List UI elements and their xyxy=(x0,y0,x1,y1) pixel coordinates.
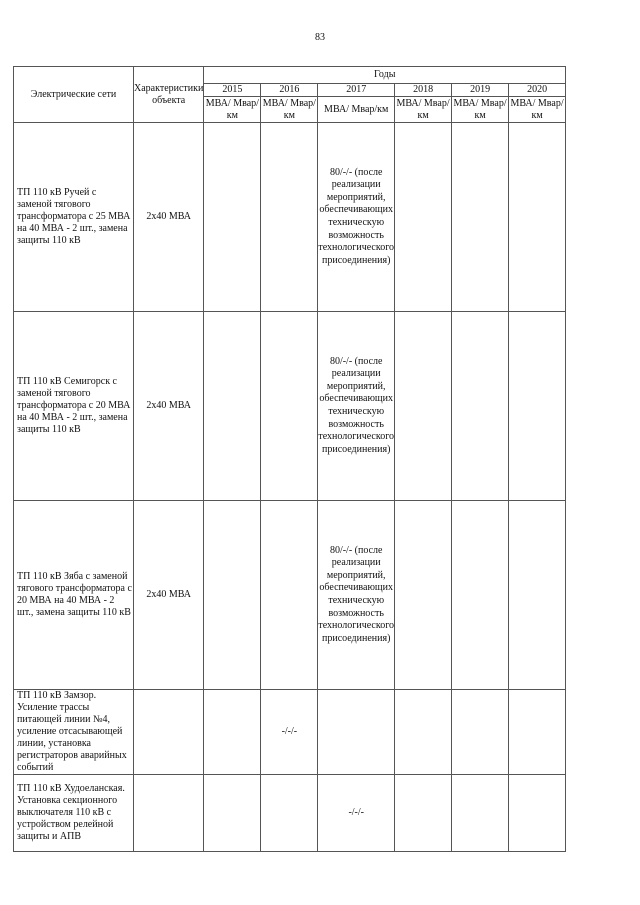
unit-2015: МВА/ Мвар/км xyxy=(205,97,259,121)
value-2020 xyxy=(509,123,566,312)
value-2016 xyxy=(261,501,318,690)
table-row xyxy=(14,775,566,852)
value-2018 xyxy=(395,690,452,775)
value-2017 xyxy=(318,690,395,775)
value-2020 xyxy=(509,501,566,690)
value-2016 xyxy=(261,123,318,312)
unit-2020: МВА/ Мвар/км xyxy=(510,97,564,121)
col-header-characteristics: Характеристики объекта xyxy=(134,67,204,123)
value-2016 xyxy=(261,775,318,852)
value-2020 xyxy=(509,775,566,852)
table-row xyxy=(14,690,566,775)
value-2016: -/-/- xyxy=(261,690,318,775)
value-2017: 80/-/- (после реализации мероприятий, обеспечивающих техническую возможность технологического присоединения) xyxy=(318,123,395,312)
value-2015 xyxy=(204,312,261,501)
value-2019 xyxy=(452,123,509,312)
network-name: ТП 110 кВ Зяба с заменой тягового трансформатора с 20 МВА на 40 МВА - 2 шт., замена защиты 110 кВ xyxy=(14,501,134,690)
value-2019 xyxy=(452,312,509,501)
value-2015 xyxy=(204,501,261,690)
year-2015: 2015 xyxy=(204,84,261,97)
value-2019 xyxy=(452,690,509,775)
object-characteristics: 2x40 МВА xyxy=(134,123,204,312)
value-2017: 80/-/- (после реализации мероприятий, обеспечивающих техническую возможность технологического присоединения) xyxy=(318,312,395,501)
year-2017: 2017 xyxy=(318,84,395,97)
value-2018 xyxy=(395,501,452,690)
grid-table xyxy=(13,66,566,852)
object-characteristics: 2x40 МВА xyxy=(134,312,204,501)
network-name: ТП 110 кВ Семигорск с заменой тягового трансформатора с 20 МВА на 40 МВА - 2 шт., замена защиты 110 кВ xyxy=(14,312,134,501)
year-2018: 2018 xyxy=(395,84,452,97)
table-row xyxy=(14,123,566,312)
value-2017: -/-/- xyxy=(318,775,395,852)
value-2019 xyxy=(452,501,509,690)
page-number: 83 xyxy=(315,32,325,43)
year-2016: 2016 xyxy=(261,84,318,97)
col-header-networks: Электрические сети xyxy=(14,67,134,123)
value-2016 xyxy=(261,312,318,501)
network-name: ТП 110 кВ Ручей с заменой тягового трансформатора с 25 МВА на 40 МВА - 2 шт., замена защиты 110 кВ xyxy=(14,123,134,312)
object-characteristics: 2x40 МВА xyxy=(134,501,204,690)
value-2018 xyxy=(395,123,452,312)
table-row xyxy=(14,312,566,501)
value-2020 xyxy=(509,690,566,775)
unit-2019: МВА/ Мвар/км xyxy=(453,97,507,121)
value-2019 xyxy=(452,775,509,852)
table-row xyxy=(14,501,566,690)
col-header-years: Годы xyxy=(204,67,566,84)
object-characteristics xyxy=(134,690,204,775)
value-2015 xyxy=(204,123,261,312)
year-2019: 2019 xyxy=(452,84,509,97)
unit-2018: МВА/ Мвар/км xyxy=(396,97,450,121)
network-name: ТП 110 кВ Замзор. Усиление трассы питающей линии №4, усиление отсасывающей линии, установка регистраторов аварийных событий xyxy=(14,690,134,775)
unit-2016: МВА/ Мвар/км xyxy=(262,97,316,121)
value-2018 xyxy=(395,775,452,852)
value-2015 xyxy=(204,690,261,775)
value-2015 xyxy=(204,775,261,852)
value-2017: 80/-/- (после реализации мероприятий, обеспечивающих техническую возможность технологического присоединения) xyxy=(318,501,395,690)
unit-2017: МВА/ Мвар/км xyxy=(318,97,395,123)
object-characteristics xyxy=(134,775,204,852)
network-name: ТП 110 кВ Худоеланская. Установка секционного выключателя 110 кВ с устройством релейной защиты и АПВ xyxy=(14,775,134,852)
value-2018 xyxy=(395,312,452,501)
year-2020: 2020 xyxy=(509,84,566,97)
value-2020 xyxy=(509,312,566,501)
